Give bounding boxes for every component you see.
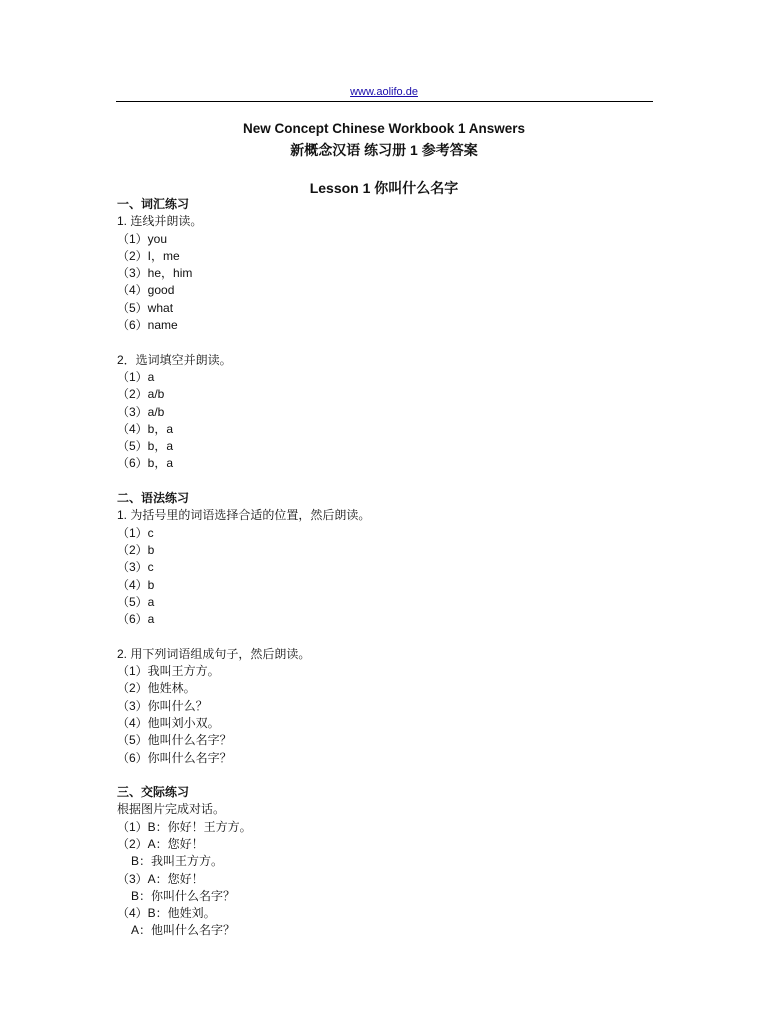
exercise-prompt: 2. 用下列词语组成句子，然后朗读。 (117, 646, 311, 661)
answer-item: （1）c (117, 525, 154, 540)
answer-item: （6）b，a (117, 456, 174, 471)
spacer (117, 334, 657, 351)
exercise-prompt: 1. 为括号里的词语选择合适的位置，然后朗读。 (117, 508, 371, 523)
exercise-prompt: 1. 连线并朗读。 (117, 214, 203, 229)
answer-item: （1）我叫王方方。 (117, 664, 220, 679)
exercise-prompt: 2．选词填空并朗读。 (117, 352, 232, 367)
exercise-prompt: 根据图片完成对话。 (117, 802, 226, 817)
header-divider (116, 101, 653, 102)
answer-item: （5）他叫什么名字？ (117, 733, 232, 748)
document-title-chinese: 新概念汉语 练习册 1 参考答案 (290, 142, 478, 158)
answer-item: （1）a (117, 369, 155, 384)
document-title-english: New Concept Chinese Workbook 1 Answers (242, 121, 526, 136)
answer-item: （2）a/b (117, 387, 165, 402)
dialogue-line: （3）A：您好！ (117, 871, 204, 886)
spacer (117, 767, 657, 784)
answer-item: （3）c (117, 560, 154, 575)
answer-item: （6）name (117, 318, 178, 333)
dialogue-line: （1）B：你好！王方方。 (117, 819, 252, 834)
spacer (117, 628, 657, 645)
answer-item: （4）b (117, 577, 155, 592)
answer-item: （6）a (117, 612, 155, 627)
answer-item: （4）他叫刘小双。 (117, 715, 220, 730)
answer-item: （3）你叫什么？ (117, 698, 208, 713)
answer-item: （2）他姓林。 (117, 681, 196, 696)
answer-item: （2）I，me (117, 248, 180, 263)
spacer (117, 473, 657, 490)
answer-item: （4）b，a (117, 421, 174, 436)
answer-item: （4）good (117, 283, 175, 298)
answer-item: （5）what (117, 300, 174, 315)
section-heading: 一、词汇练习 (117, 197, 190, 211)
answers-body (117, 196, 657, 940)
website-link[interactable]: www.aolifo.de (350, 86, 418, 98)
answer-item: （3）a/b (117, 404, 165, 419)
answer-item: （1）you (117, 231, 168, 246)
dialogue-line: B：我叫王方方。 (131, 854, 224, 869)
dialogue-line: B：你叫什么名字？ (131, 888, 236, 903)
dialogue-line: （4）B：他姓刘。 (117, 906, 216, 921)
section-heading: 二、语法练习 (117, 491, 190, 506)
lesson-title: Lesson 1 你叫什么名字 (309, 180, 459, 196)
answer-item: （2）b (117, 542, 155, 557)
answer-item: （3）he，him (117, 266, 193, 281)
dialogue-line: （2）A：您好！ (117, 836, 204, 851)
answer-item: （5）a (117, 594, 155, 609)
section-heading: 三、交际练习 (117, 785, 190, 800)
answer-item: （5）b，a (117, 439, 174, 454)
dialogue-line: A：他叫什么名字？ (131, 923, 236, 938)
answer-item: （6）你叫什么名字？ (117, 750, 232, 765)
